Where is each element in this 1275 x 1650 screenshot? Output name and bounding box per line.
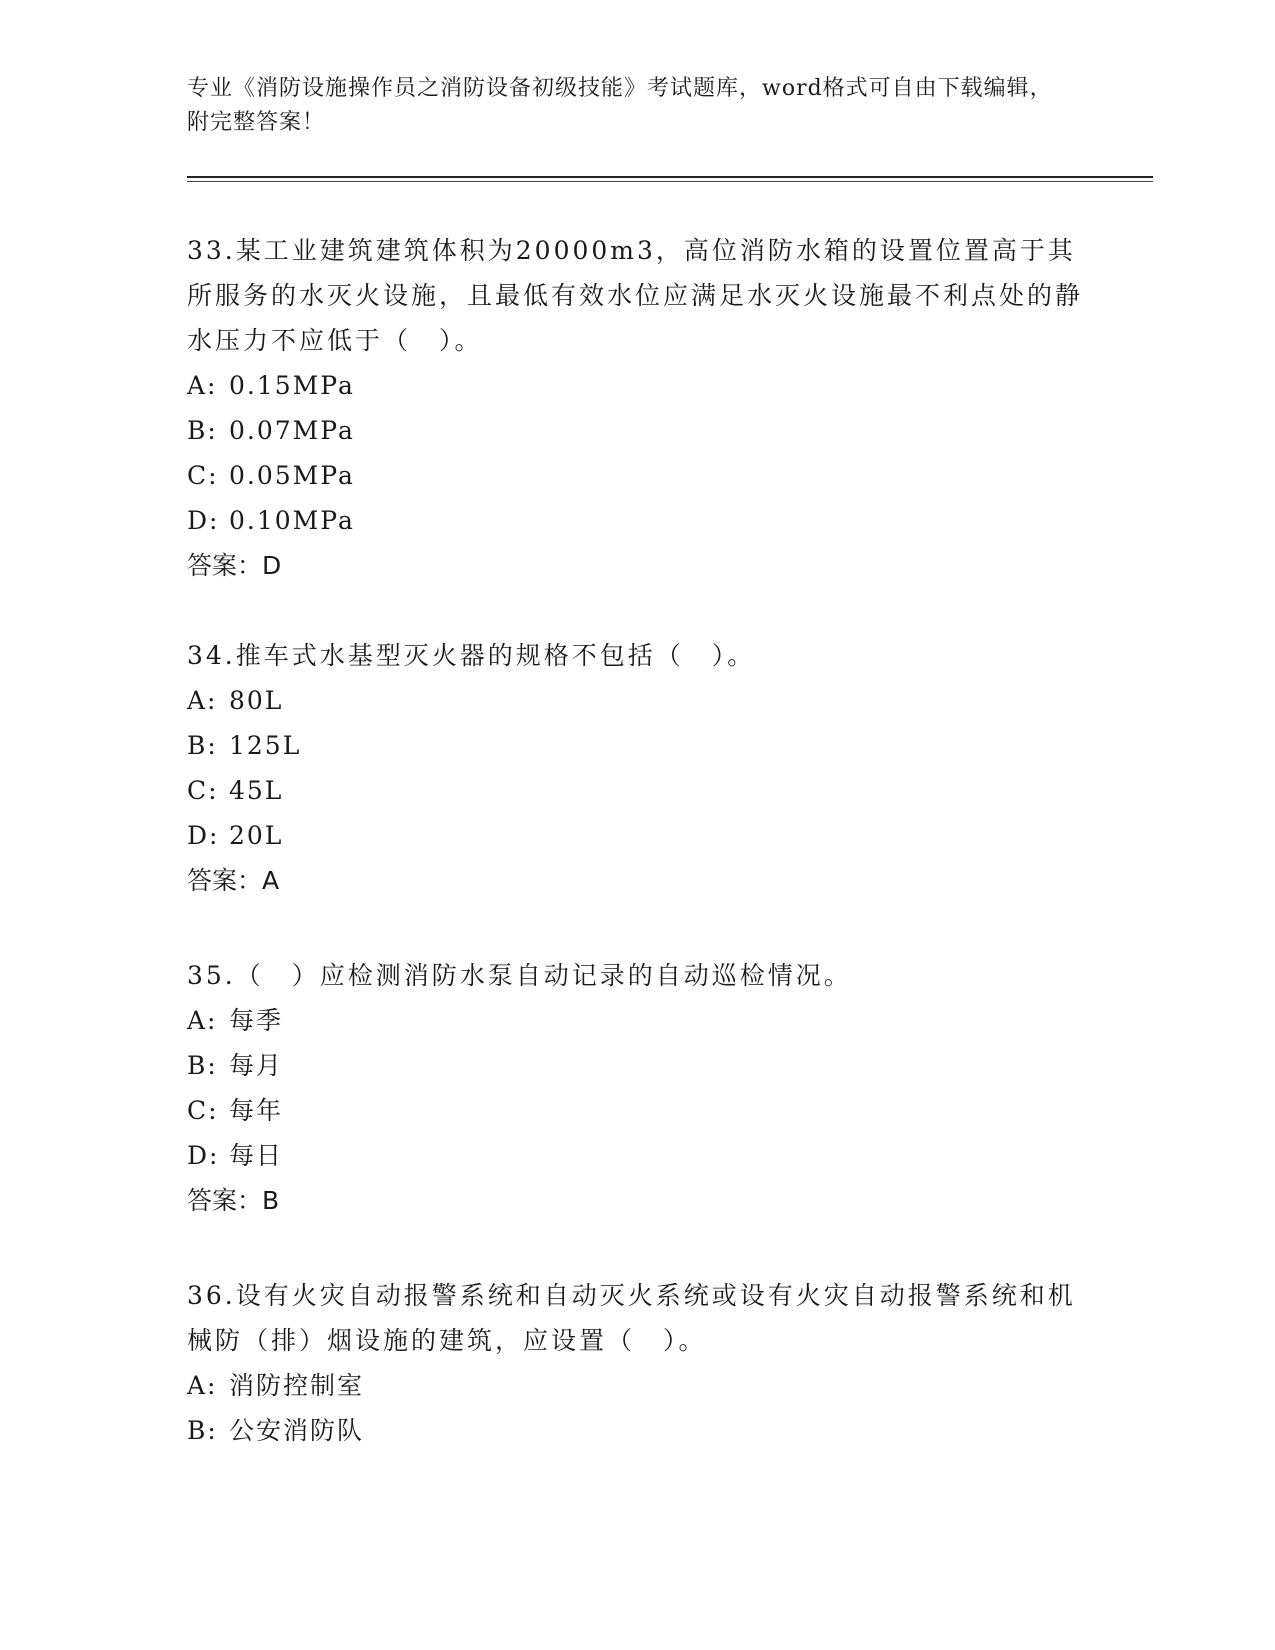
answer: 答案：A [187, 866, 280, 895]
option-label: B: [187, 731, 218, 760]
option-text: 0.15MPa [229, 371, 355, 400]
option-b [187, 1043, 1087, 1088]
option-text: 公安消防队 [229, 1416, 365, 1445]
option-b [187, 1408, 1087, 1453]
option-a [187, 1363, 1087, 1408]
question-text: 35.（ ）应检测消防水泵自动记录的自动巡检情况。 [187, 961, 852, 990]
option-c [187, 453, 1087, 498]
option-text: 20L [229, 821, 284, 850]
option-label: A: [187, 1371, 218, 1400]
option-label: B: [187, 416, 218, 445]
option-a [187, 998, 1087, 1043]
option-label: A: [187, 1006, 218, 1035]
option-label: A: [187, 371, 218, 400]
option-c [187, 1088, 1087, 1133]
header-text: 专业《消防设施操作员之消防设备初级技能》考试题库，word格式可自由下载编辑，附完整答案！ [187, 76, 1053, 135]
option-text: 0.05MPa [229, 461, 355, 490]
option-label: D: [187, 1141, 220, 1170]
option-text: 每季 [229, 1006, 284, 1035]
option-label: C: [187, 461, 219, 490]
option-text: 80L [229, 686, 284, 715]
option-text: 45L [229, 776, 284, 805]
option-label: D: [187, 821, 220, 850]
option-a [187, 363, 1087, 408]
option-text: 每月 [229, 1051, 284, 1080]
option-text: 125L [229, 731, 302, 760]
option-label: B: [187, 1416, 218, 1445]
question-text: 33.某工业建筑建筑体积为20000m3，高位消防水箱的设置位置高于其所服务的水灭火设施，且最低有效水位应满足水灭火设施最不利点处的静水压力不应低于（ ）。 [187, 236, 1084, 355]
option-label: C: [187, 1096, 219, 1125]
header-divider-thin [187, 181, 1153, 182]
option-label: B: [187, 1051, 218, 1080]
question-34 [187, 633, 1087, 903]
option-b [187, 723, 1087, 768]
question-35 [187, 953, 1087, 1223]
question-text: 34.推车式水基型灭火器的规格不包括（ ）。 [187, 641, 756, 670]
option-text: 消防控制室 [229, 1371, 365, 1400]
question-36 [187, 1273, 1087, 1453]
option-text: 0.07MPa [229, 416, 355, 445]
question-text: 36.设有火灾自动报警系统和自动灭火系统或设有火灾自动报警系统和机械防（排）烟设施的建筑，应设置（ ）。 [187, 1281, 1076, 1355]
option-d [187, 498, 1087, 543]
answer: 答案：B [187, 1186, 280, 1215]
header-divider [187, 176, 1153, 178]
option-d [187, 1133, 1087, 1178]
option-d [187, 813, 1087, 858]
option-label: C: [187, 776, 219, 805]
option-text: 0.10MPa [229, 506, 355, 535]
option-label: A: [187, 686, 218, 715]
option-a [187, 678, 1087, 723]
option-label: D: [187, 506, 220, 535]
option-c [187, 768, 1087, 813]
question-33 [187, 228, 1087, 588]
option-b [187, 408, 1087, 453]
answer: 答案：D [187, 551, 282, 580]
option-text: 每日 [229, 1141, 284, 1170]
option-text: 每年 [229, 1096, 284, 1125]
